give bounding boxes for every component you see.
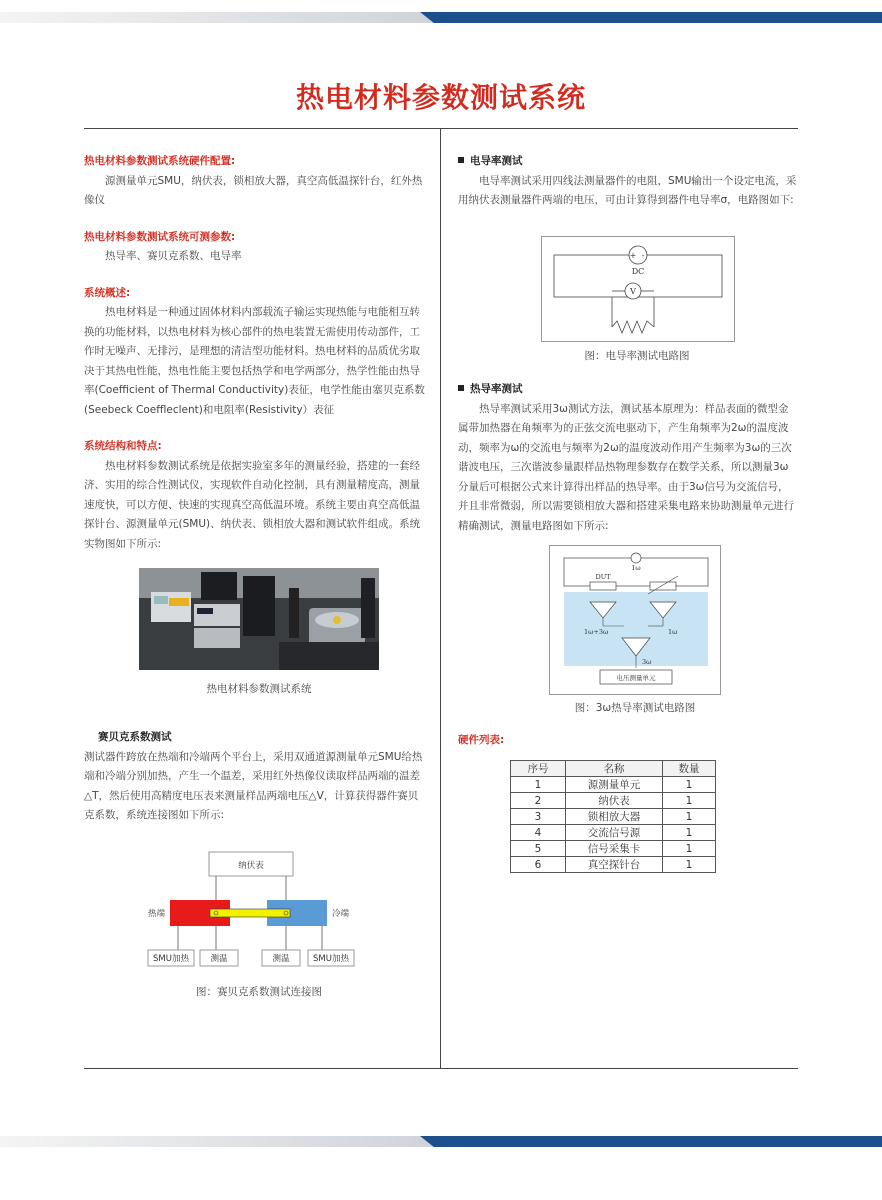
conductivity-section (458, 152, 798, 211)
cell-index: 6 (511, 857, 566, 873)
table-row (511, 825, 716, 841)
ac-source-icon (631, 553, 641, 563)
bottom-decor-band (0, 1136, 882, 1147)
hardware-list-heading: 硬件列表: (458, 734, 505, 746)
structure-text: 热电材料参数测试系统是依据实验室多年的测量经验，搭建的一套经济、实用的综合性测试仪，实现软件自动化控制，具有测量精度高，测量速度快，可以方便、快速的实现真空高低温环境。系统主要由真空高低温探针台、源测量单元(SMU)、纳伏表、锁相放大器和测试软件组成。系统实物图如下所示: (84, 459, 421, 550)
structure-heading: 系统结构和特点: (84, 440, 162, 452)
header-name: 名称 (566, 761, 663, 777)
top-decor-band (0, 12, 882, 23)
sample-bar (210, 909, 290, 917)
temp-label: 测温 (210, 954, 228, 964)
conductivity-heading: 电导率测试 (470, 155, 523, 167)
hardware-config-heading: 热电材料参数测试系统硬件配置: (84, 155, 236, 167)
cell-qty: 1 (663, 841, 716, 857)
params-heading: 热电材料参数测试系统可测参数: (84, 230, 236, 243)
params-text: 热导率、赛贝克系数、电导率 (105, 250, 242, 262)
left-column (84, 152, 426, 554)
seebeck-heading: 赛贝克系数测试 (98, 731, 172, 743)
system-photo-illustration (139, 568, 379, 670)
seebeck-text: 测试器件跨放在热端和冷端两个平台上，采用双通道源测量单元SMU给热端和冷端分别加热，产生一个温差，采用红外热像仪读取样品两端的温差△T，然后使用高精度电压表来测量样品两端电压△V，计算获得器件赛贝克系数，系统连接图如下所示: (84, 750, 423, 821)
smu-heat-label: SMU加热 (153, 954, 189, 964)
contact-point (284, 911, 288, 915)
bullet-square-icon (458, 157, 464, 163)
temp-label: 测温 (272, 954, 290, 964)
cell-qty: 1 (663, 809, 716, 825)
cell-index: 2 (511, 793, 566, 809)
cell-index: 1 (511, 777, 566, 793)
overview-text: 热电材料是一种通过固体材料内部载流子输运实现热能与电能相互转换的功能材料，以热电材料为核心部件的热电装置无需使用传动部件，工作时无噪声、无排污，是理想的清洁型功能材料。热电材料的品质优劣取决于其热电性能，热电性能主要包括热学和电学两部分，热学性能由热导率(Coefficient of Thermal Conductivity)表征，电学性能由塞贝克系数(Seebeck Coeffleclent)和电阻率(Resistivity）表征 (84, 306, 425, 416)
cell-index: 4 (511, 825, 566, 841)
three-omega-caption: 图：3ω热导率测试电路图 (574, 702, 696, 714)
system-photo (139, 568, 379, 670)
cell-qty: 1 (663, 777, 716, 793)
cell-index: 3 (511, 809, 566, 825)
table-header-row (511, 761, 716, 777)
seebeck-section (84, 728, 426, 826)
minus-sign: - (641, 251, 645, 260)
system-photo-caption: 热电材料参数测试系统 (206, 683, 312, 695)
three-omega-circuit (550, 546, 720, 694)
cell-name: 信号采集卡 (566, 841, 663, 857)
cell-qty: 1 (663, 793, 716, 809)
hardware-table (510, 760, 716, 873)
cell-qty: 1 (663, 825, 716, 841)
top-rule (84, 128, 798, 129)
output-freq-label: 3ω (642, 658, 652, 666)
contact-point (214, 911, 218, 915)
thermal-text: 热导率测试采用3ω测试方法，测试基本原理为：样品表面的微型金属带加热器在角频率为的正弦交流电驱动下，产生角频率为2ω的温度波动，频率为ω的交流电与频率为2ω的温度波动作用产生频率为3ω的三次谐波电压，三次谐波参量跟样品热物理参数存在数学关系，所以测量3ω分量后可根据公式来计算得出样品的热导率。由于3ω信号为交流信号，并且非常微弱，所以需要锁相放大器和搭建采集电路来协助测量单元进行精确测试，测量电路图如下所示: (458, 402, 794, 532)
header-index: 序号 (511, 761, 566, 777)
cell-name: 纳伏表 (566, 793, 663, 809)
thermal-heading: 热导率测试 (470, 383, 523, 395)
hardware-config-text: 源测量单元SMU，纳伏表，锁相放大器，真空高低温探针台，红外热像仪 (84, 174, 423, 206)
smu-heat-label: SMU加热 (313, 954, 349, 964)
conductivity-circuit (542, 237, 734, 341)
table-row (511, 809, 716, 825)
plus-sign: + (629, 251, 637, 260)
cell-name: 真空探针台 (566, 857, 663, 873)
cell-name: 锁相放大器 (566, 809, 663, 825)
variable-resistor (650, 582, 676, 590)
page-title: 热电材料参数测试系统 (295, 81, 586, 114)
right-signal-label: 1ω (668, 628, 678, 636)
thermal-section (458, 380, 798, 536)
conductivity-text: 电导率测试采用四线法测量器件的电阻，SMU输出一个设定电流，采用纳伏表测量器件两端的电压，可由计算得到器件电导率σ，电路图如下: (458, 174, 797, 206)
overview-heading: 系统概述: (84, 286, 131, 299)
seebeck-diagram (140, 846, 380, 970)
bullet-square-icon (458, 385, 464, 391)
table-row (511, 857, 716, 873)
conductivity-caption: 图：电导率测试电路图 (584, 350, 690, 362)
resistor-icon (612, 321, 654, 333)
dut-label: DUT (595, 573, 611, 581)
column-divider (440, 128, 441, 1068)
dc-label: DC (631, 267, 645, 276)
hot-end-label: 热端 (148, 909, 166, 919)
seebeck-caption: 图：赛贝克系数测试连接图 (196, 986, 322, 998)
cell-name: 交流信号源 (566, 825, 663, 841)
three-omega-figure (549, 545, 721, 695)
cell-name: 源测量单元 (566, 777, 663, 793)
cell-qty: 1 (663, 857, 716, 873)
table-row (511, 841, 716, 857)
cell-index: 5 (511, 841, 566, 857)
cold-end-label: 冷端 (332, 909, 350, 919)
voltmeter-label: 纳伏表 (238, 861, 264, 871)
header-qty: 数量 (663, 761, 716, 777)
voltage-unit-label: 电压测量单元 (616, 674, 656, 682)
table-row (511, 793, 716, 809)
conductivity-circuit-figure (541, 236, 735, 342)
bottom-rule (84, 1068, 798, 1069)
voltmeter-v-label: V (630, 287, 636, 296)
dut-resistor (590, 582, 616, 590)
table-row (511, 777, 716, 793)
left-signal-label: 1ω+3ω (584, 628, 609, 636)
source-freq-label: 1ω (631, 564, 641, 572)
